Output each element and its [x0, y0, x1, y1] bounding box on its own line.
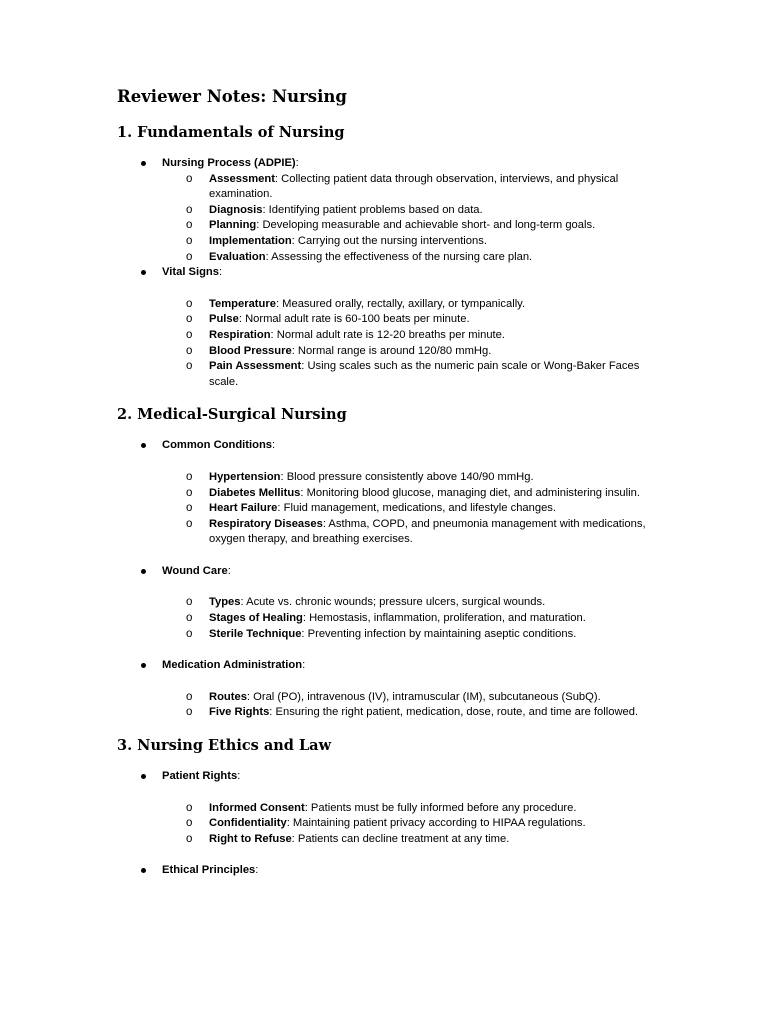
- subtopic-text: : Asthma, COPD, and pneumonia management with medications, oxygen therapy, and breathing exercises.: [209, 517, 646, 546]
- subtopic-item: [186, 297, 668, 313]
- circle-bullet-icon: o: [186, 627, 193, 640]
- subtopic-term: Implementation: [209, 234, 292, 247]
- subtopic-item: [186, 801, 668, 817]
- subtopic-term: Planning: [209, 219, 257, 232]
- circle-bullet-icon: o: [186, 706, 193, 719]
- circle-bullet-icon: o: [186, 234, 193, 247]
- subtopic-list: [162, 690, 668, 721]
- bullet-icon: [141, 569, 146, 574]
- section-medical-surgical: [117, 404, 668, 721]
- subtopic-item: [186, 359, 668, 390]
- circle-bullet-icon: o: [186, 801, 193, 814]
- subtopic-item: [186, 203, 668, 219]
- topic-colon: :: [237, 770, 241, 783]
- topic-item: [117, 156, 668, 265]
- subtopic-term: Routes: [209, 690, 247, 703]
- subtopic-term: Respiratory Diseases: [209, 517, 323, 530]
- section-ethics-law: [117, 735, 668, 879]
- subtopic-text: : Monitoring blood glucose, managing diet, and administering insulin.: [300, 486, 640, 499]
- topic-label: Wound Care: [162, 564, 228, 577]
- topic-colon: :: [255, 864, 259, 877]
- subtopic-term: Types: [209, 596, 241, 609]
- spacer: [162, 847, 668, 863]
- subtopic-item: [186, 627, 668, 643]
- subtopic-list: [162, 801, 668, 848]
- subtopic-text: : Normal adult rate is 12-20 breaths per minute.: [270, 328, 505, 341]
- subtopic-text: : Ensuring the right patient, medication, dose, route, and time are followed.: [269, 706, 639, 719]
- circle-bullet-icon: o: [186, 297, 193, 310]
- subtopic-text: : Normal adult rate is 60-100 beats per minute.: [238, 313, 470, 326]
- circle-bullet-icon: o: [186, 596, 193, 609]
- subtopic-text: : Identifying patient problems based on data.: [262, 203, 483, 216]
- subtopic-item: [186, 517, 668, 548]
- subtopic-term: Pain Assessment: [209, 360, 302, 373]
- subtopic-item: [186, 328, 668, 344]
- subtopic-term: Temperature: [209, 297, 276, 310]
- topic-colon: :: [302, 659, 306, 672]
- subtopic-text: : Assessing the effectiveness of the nursing care plan.: [265, 250, 533, 263]
- circle-bullet-icon: o: [186, 690, 193, 703]
- circle-bullet-icon: o: [186, 344, 193, 357]
- circle-bullet-icon: o: [186, 486, 193, 499]
- circle-bullet-icon: o: [186, 250, 193, 263]
- subtopic-item: [186, 611, 668, 627]
- subtopic-text: : Patients can decline treatment at any time.: [291, 832, 510, 845]
- subtopic-text: : Developing measurable and achievable short- and long-term goals.: [256, 219, 596, 232]
- topic-colon: :: [219, 266, 223, 279]
- subtopic-item: [186, 595, 668, 611]
- spacer: [162, 281, 668, 297]
- subtopic-term: Right to Refuse: [209, 832, 292, 845]
- subtopic-text: : Hemostasis, inflammation, proliferation, and maturation.: [302, 612, 586, 625]
- subtopic-item: [186, 344, 668, 360]
- section-heading: 3. Nursing Ethics and Law: [117, 737, 332, 755]
- subtopic-text: : Blood pressure consistently above 140/90 mmHg.: [280, 470, 534, 483]
- subtopic-item: [186, 705, 668, 721]
- subtopic-item: [186, 816, 668, 832]
- subtopic-term: Pulse: [209, 313, 239, 326]
- topic-label: Ethical Principles: [162, 864, 256, 877]
- circle-bullet-icon: o: [186, 313, 193, 326]
- bullet-icon: [141, 663, 146, 668]
- subtopic-text: : Using scales such as the numeric pain scale or Wong-Baker Faces scale.: [209, 360, 640, 388]
- subtopic-item: [186, 470, 668, 486]
- subtopic-list: [162, 172, 668, 266]
- circle-bullet-icon: o: [186, 612, 193, 625]
- subtopic-term: Respiration: [209, 328, 271, 341]
- section-heading: 2. Medical-Surgical Nursing: [117, 406, 347, 424]
- subtopic-text: : Oral (PO), intravenous (IV), intramuscular (IM), subcutaneous (SubQ).: [246, 690, 601, 703]
- subtopic-item: [186, 218, 668, 234]
- spacer: [162, 548, 668, 564]
- circle-bullet-icon: o: [186, 832, 193, 845]
- circle-bullet-icon: o: [186, 817, 193, 830]
- topic-label: Patient Rights: [162, 770, 238, 783]
- section-heading: 1. Fundamentals of Nursing: [117, 124, 345, 141]
- subtopic-text: : Acute vs. chronic wounds; pressure ulcers, surgical wounds.: [240, 596, 546, 609]
- topic-label: Nursing Process (ADPIE): [162, 157, 296, 169]
- subtopic-item: [186, 312, 668, 328]
- topic-item: [117, 769, 668, 863]
- subtopic-list: [162, 595, 668, 642]
- subtopic-item: [186, 172, 668, 203]
- topic-item: [117, 265, 668, 390]
- circle-bullet-icon: o: [186, 517, 193, 530]
- topic-list: [117, 156, 668, 390]
- bullet-icon: [141, 270, 146, 275]
- subtopic-text: : Fluid management, medications, and lifestyle changes.: [277, 502, 557, 515]
- subtopic-term: Diabetes Mellitus: [209, 486, 301, 499]
- subtopic-term: Heart Failure: [209, 502, 278, 515]
- circle-bullet-icon: o: [186, 502, 193, 515]
- subtopic-term: Blood Pressure: [209, 344, 292, 357]
- topic-colon: :: [227, 564, 231, 577]
- subtopic-item: [186, 832, 668, 848]
- topic-label: Vital Signs: [162, 266, 219, 279]
- subtopic-text: : Collecting patient data through observation, interviews, and physical examination.: [209, 172, 619, 201]
- subtopic-term: Sterile Technique: [209, 627, 302, 640]
- bullet-icon: [141, 868, 146, 873]
- subtopic-item: [186, 501, 668, 517]
- topic-list: [117, 769, 668, 879]
- subtopic-list: [162, 470, 668, 548]
- subtopic-term: Diagnosis: [209, 203, 263, 216]
- circle-bullet-icon: o: [186, 172, 193, 185]
- subtopic-text: : Carrying out the nursing interventions.: [291, 234, 487, 247]
- spacer: [162, 785, 668, 801]
- subtopic-text: : Preventing infection by maintaining aseptic conditions.: [301, 627, 577, 640]
- circle-bullet-icon: o: [186, 360, 193, 373]
- circle-bullet-icon: o: [186, 203, 193, 216]
- subtopic-term: Five Rights: [209, 706, 270, 719]
- subtopic-text: : Normal range is around 120/80 mmHg.: [291, 344, 492, 357]
- spacer: [162, 454, 668, 470]
- subtopic-term: Stages of Healing: [209, 612, 303, 625]
- topic-item: [117, 863, 668, 879]
- section-fundamentals: [117, 122, 668, 390]
- circle-bullet-icon: o: [186, 328, 193, 341]
- bullet-icon: [141, 161, 146, 166]
- topic-label: Common Conditions: [162, 439, 272, 452]
- topic-item: [117, 658, 668, 721]
- subtopic-text: : Measured orally, rectally, axillary, or tympanically.: [275, 297, 526, 310]
- subtopic-text: : Maintaining patient privacy according to HIPAA regulations.: [286, 817, 586, 830]
- subtopic-item: [186, 250, 668, 266]
- subtopic-text: : Patients must be fully informed before any procedure.: [304, 801, 577, 814]
- subtopic-term: Evaluation: [209, 250, 266, 263]
- topic-label: Medication Administration: [162, 659, 303, 672]
- document-title: Reviewer Notes: Nursing: [117, 87, 347, 106]
- subtopic-term: Confidentiality: [209, 817, 287, 830]
- subtopic-term: Hypertension: [209, 470, 281, 483]
- spacer: [162, 579, 668, 595]
- circle-bullet-icon: o: [186, 219, 193, 232]
- topic-colon: :: [295, 157, 299, 169]
- topic-colon: :: [272, 439, 276, 452]
- subtopic-list: [162, 297, 668, 391]
- spacer: [162, 674, 668, 690]
- topic-item: [117, 438, 668, 564]
- circle-bullet-icon: o: [186, 470, 193, 483]
- topic-list: [117, 438, 668, 721]
- subtopic-item: [186, 486, 668, 502]
- subtopic-term: Assessment: [209, 172, 275, 185]
- subtopic-term: Informed Consent: [209, 801, 305, 814]
- bullet-icon: [141, 443, 146, 448]
- bullet-icon: [141, 774, 146, 779]
- subtopic-item: [186, 234, 668, 250]
- subtopic-item: [186, 690, 668, 706]
- topic-item: [117, 564, 668, 658]
- spacer: [162, 642, 668, 658]
